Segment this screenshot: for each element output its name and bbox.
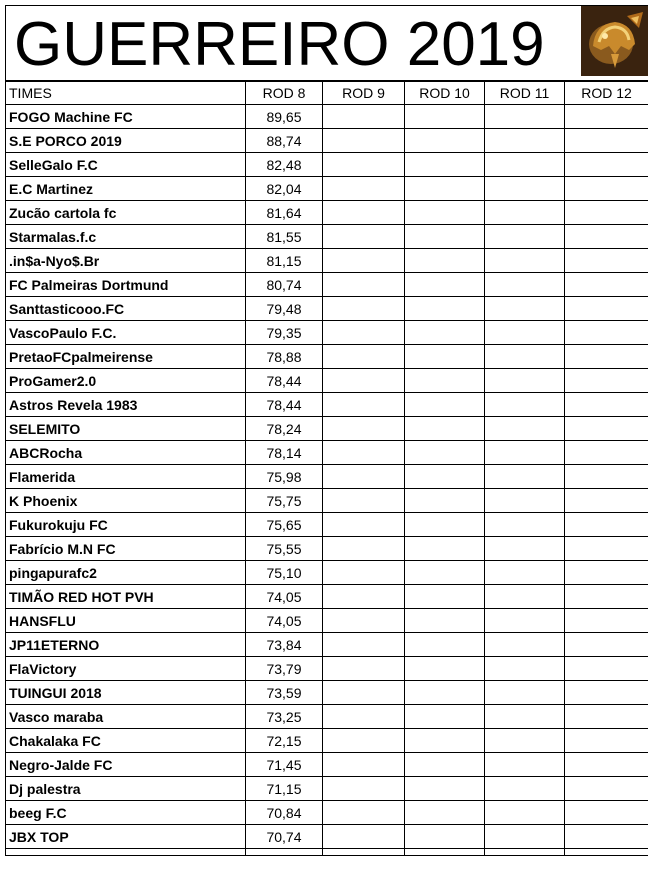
rod11-score-cell[interactable] xyxy=(485,417,565,441)
team-name-cell[interactable]: JP11ETERNO xyxy=(6,633,246,657)
team-name-cell[interactable]: FOGO Machine FC xyxy=(6,105,246,129)
rod12-score-cell[interactable] xyxy=(565,297,648,321)
rod11-score-cell[interactable] xyxy=(485,369,565,393)
rod11-score-cell[interactable] xyxy=(485,801,565,825)
rod9-score-cell[interactable] xyxy=(323,657,405,681)
empty-cell[interactable] xyxy=(565,849,648,856)
rod10-score-cell[interactable] xyxy=(405,513,485,537)
rod9-score-cell[interactable] xyxy=(323,465,405,489)
rod9-score-cell[interactable] xyxy=(323,561,405,585)
rod8-score-cell[interactable]: 82,48 xyxy=(246,153,323,177)
rod10-score-cell[interactable] xyxy=(405,153,485,177)
team-name-cell[interactable]: TIMÃO RED HOT PVH xyxy=(6,585,246,609)
team-name-cell[interactable]: Santtasticooo.FC xyxy=(6,297,246,321)
table-row xyxy=(6,297,648,321)
rod9-score-cell[interactable] xyxy=(323,633,405,657)
table-row xyxy=(6,105,648,129)
empty-cell[interactable] xyxy=(323,849,405,856)
table-row xyxy=(6,249,648,273)
team-name-cell[interactable]: JBX TOP xyxy=(6,825,246,849)
rod10-score-cell[interactable] xyxy=(405,345,485,369)
table-row xyxy=(6,273,648,297)
rod11-score-cell[interactable] xyxy=(485,777,565,801)
column-header-times[interactable]: TIMES xyxy=(6,82,246,105)
rod8-score-cell[interactable]: 81,15 xyxy=(246,249,323,273)
rod11-score-cell[interactable] xyxy=(485,393,565,417)
rod12-score-cell[interactable] xyxy=(565,153,648,177)
rod9-score-cell[interactable] xyxy=(323,705,405,729)
rod10-score-cell[interactable] xyxy=(405,201,485,225)
rod8-score-cell[interactable]: 74,05 xyxy=(246,609,323,633)
rod12-score-cell[interactable] xyxy=(565,585,648,609)
table-row xyxy=(6,801,648,825)
rod11-score-cell[interactable] xyxy=(485,321,565,345)
rod8-score-cell[interactable]: 70,84 xyxy=(246,801,323,825)
rod11-score-cell[interactable] xyxy=(485,489,565,513)
team-name-cell[interactable]: TUINGUI 2018 xyxy=(6,681,246,705)
rod12-score-cell[interactable] xyxy=(565,177,648,201)
rod12-score-cell[interactable] xyxy=(565,777,648,801)
rod10-score-cell[interactable] xyxy=(405,801,485,825)
rod9-score-cell[interactable] xyxy=(323,201,405,225)
rod11-score-cell[interactable] xyxy=(485,465,565,489)
rod10-score-cell[interactable] xyxy=(405,681,485,705)
rod9-score-cell[interactable] xyxy=(323,537,405,561)
team-name-cell[interactable]: Starmalas.f.c xyxy=(6,225,246,249)
rod9-score-cell[interactable] xyxy=(323,777,405,801)
team-name-cell[interactable]: Astros Revela 1983 xyxy=(6,393,246,417)
rod12-score-cell[interactable] xyxy=(565,609,648,633)
table-row xyxy=(6,393,648,417)
rod10-score-cell[interactable] xyxy=(405,489,485,513)
team-name-cell[interactable]: K Phoenix xyxy=(6,489,246,513)
table-row xyxy=(6,369,648,393)
rod8-score-cell[interactable]: 75,65 xyxy=(246,513,323,537)
rod12-score-cell[interactable] xyxy=(565,801,648,825)
rod9-score-cell[interactable] xyxy=(323,249,405,273)
rod10-score-cell[interactable] xyxy=(405,537,485,561)
column-header-rod10[interactable]: ROD 10 xyxy=(405,82,485,105)
rod12-score-cell[interactable] xyxy=(565,825,648,849)
empty-cell[interactable] xyxy=(405,849,485,856)
rod10-score-cell[interactable] xyxy=(405,729,485,753)
rod9-score-cell[interactable] xyxy=(323,105,405,129)
rod11-score-cell[interactable] xyxy=(485,441,565,465)
table-row xyxy=(6,777,648,801)
rod11-score-cell[interactable] xyxy=(485,153,565,177)
rod8-score-cell[interactable]: 75,98 xyxy=(246,465,323,489)
team-name-cell[interactable]: Fabrício M.N FC xyxy=(6,537,246,561)
team-name-cell[interactable]: PretaoFCpalmeirense xyxy=(6,345,246,369)
rod8-score-cell[interactable]: 78,44 xyxy=(246,393,323,417)
rod8-score-cell[interactable]: 73,84 xyxy=(246,633,323,657)
team-name-cell[interactable]: Zucão cartola fc xyxy=(6,201,246,225)
table-row xyxy=(6,825,648,849)
rod10-score-cell[interactable] xyxy=(405,177,485,201)
rod11-score-cell[interactable] xyxy=(485,609,565,633)
rod9-score-cell[interactable] xyxy=(323,345,405,369)
rod12-score-cell[interactable] xyxy=(565,249,648,273)
rod12-score-cell[interactable] xyxy=(565,105,648,129)
rod9-score-cell[interactable] xyxy=(323,273,405,297)
rod8-score-cell[interactable]: 75,10 xyxy=(246,561,323,585)
rod12-score-cell[interactable] xyxy=(565,417,648,441)
rod10-score-cell[interactable] xyxy=(405,441,485,465)
rod10-score-cell[interactable] xyxy=(405,369,485,393)
rod9-score-cell[interactable] xyxy=(323,153,405,177)
rod9-score-cell[interactable] xyxy=(323,393,405,417)
rod12-score-cell[interactable] xyxy=(565,729,648,753)
rod12-score-cell[interactable] xyxy=(565,537,648,561)
table-row xyxy=(6,537,648,561)
rod9-score-cell[interactable] xyxy=(323,297,405,321)
team-name-cell[interactable]: ABCRocha xyxy=(6,441,246,465)
rod8-score-cell[interactable]: 79,35 xyxy=(246,321,323,345)
rod12-score-cell[interactable] xyxy=(565,393,648,417)
table-row xyxy=(6,705,648,729)
rod10-score-cell[interactable] xyxy=(405,249,485,273)
team-name-cell[interactable]: HANSFLU xyxy=(6,609,246,633)
rod9-score-cell[interactable] xyxy=(323,801,405,825)
table-row xyxy=(6,513,648,537)
ranking-sheet xyxy=(5,5,648,856)
rod12-score-cell[interactable] xyxy=(565,753,648,777)
rod9-score-cell[interactable] xyxy=(323,513,405,537)
rod10-score-cell[interactable] xyxy=(405,105,485,129)
scores-table xyxy=(5,81,648,856)
rod8-score-cell[interactable]: 72,15 xyxy=(246,729,323,753)
rod9-score-cell[interactable] xyxy=(323,129,405,153)
rod8-score-cell[interactable]: 79,48 xyxy=(246,297,323,321)
rod11-score-cell[interactable] xyxy=(485,177,565,201)
rod10-score-cell[interactable] xyxy=(405,297,485,321)
team-name-cell[interactable]: Vasco maraba xyxy=(6,705,246,729)
rod10-score-cell[interactable] xyxy=(405,273,485,297)
table-row xyxy=(6,153,648,177)
team-name-cell[interactable]: Dj palestra xyxy=(6,777,246,801)
team-name-cell[interactable]: SELEMITO xyxy=(6,417,246,441)
rod12-score-cell[interactable] xyxy=(565,225,648,249)
page-title: GUERREIRO 2019 xyxy=(14,10,545,79)
rod11-score-cell[interactable] xyxy=(485,297,565,321)
rod12-score-cell[interactable] xyxy=(565,561,648,585)
rod12-score-cell[interactable] xyxy=(565,705,648,729)
rod11-score-cell[interactable] xyxy=(485,657,565,681)
rod8-score-cell[interactable]: 80,74 xyxy=(246,273,323,297)
rod11-score-cell[interactable] xyxy=(485,105,565,129)
rod12-score-cell[interactable] xyxy=(565,273,648,297)
team-name-cell[interactable]: Chakalaka FC xyxy=(6,729,246,753)
rod10-score-cell[interactable] xyxy=(405,777,485,801)
table-row xyxy=(6,441,648,465)
table-row xyxy=(6,177,648,201)
rod8-score-cell[interactable]: 78,88 xyxy=(246,345,323,369)
team-name-cell[interactable]: FC Palmeiras Dortmund xyxy=(6,273,246,297)
team-name-cell[interactable]: pingapurafc2 xyxy=(6,561,246,585)
rod12-score-cell[interactable] xyxy=(565,489,648,513)
rod10-score-cell[interactable] xyxy=(405,561,485,585)
rod12-score-cell[interactable] xyxy=(565,441,648,465)
rod10-score-cell[interactable] xyxy=(405,705,485,729)
team-name-cell[interactable]: VascoPaulo F.C. xyxy=(6,321,246,345)
table-row xyxy=(6,585,648,609)
team-name-cell[interactable]: SelleGalo F.C xyxy=(6,153,246,177)
rod11-score-cell[interactable] xyxy=(485,513,565,537)
empty-cell[interactable] xyxy=(6,849,246,856)
column-header-rod8[interactable]: ROD 8 xyxy=(246,82,323,105)
rod9-score-cell[interactable] xyxy=(323,321,405,345)
table-row xyxy=(6,609,648,633)
rod10-score-cell[interactable] xyxy=(405,657,485,681)
title-banner xyxy=(5,6,648,81)
rod12-score-cell[interactable] xyxy=(565,345,648,369)
rod11-score-cell[interactable] xyxy=(485,585,565,609)
rod8-score-cell[interactable]: 89,65 xyxy=(246,105,323,129)
team-name-cell[interactable]: Fukurokuju FC xyxy=(6,513,246,537)
rod10-score-cell[interactable] xyxy=(405,585,485,609)
table-row xyxy=(6,849,648,856)
team-name-cell[interactable]: E.C Martinez xyxy=(6,177,246,201)
team-name-cell[interactable]: Negro-Jalde FC xyxy=(6,753,246,777)
rod12-score-cell[interactable] xyxy=(565,465,648,489)
team-name-cell[interactable]: .in$a-Nyo$.Br xyxy=(6,249,246,273)
table-row xyxy=(6,633,648,657)
rod9-score-cell[interactable] xyxy=(323,177,405,201)
table-row xyxy=(6,321,648,345)
rod9-score-cell[interactable] xyxy=(323,681,405,705)
rod8-score-cell[interactable]: 70,74 xyxy=(246,825,323,849)
rod10-score-cell[interactable] xyxy=(405,321,485,345)
rod8-score-cell[interactable]: 71,45 xyxy=(246,753,323,777)
table-row xyxy=(6,753,648,777)
rod12-score-cell[interactable] xyxy=(565,657,648,681)
table-row xyxy=(6,417,648,441)
rod9-score-cell[interactable] xyxy=(323,369,405,393)
empty-cell[interactable] xyxy=(246,849,323,856)
rod10-score-cell[interactable] xyxy=(405,609,485,633)
team-name-cell[interactable]: FlaVictory xyxy=(6,657,246,681)
rod9-score-cell[interactable] xyxy=(323,417,405,441)
team-name-cell[interactable]: S.E PORCO 2019 xyxy=(6,129,246,153)
rod8-score-cell[interactable]: 82,04 xyxy=(246,177,323,201)
table-row xyxy=(6,489,648,513)
rod8-score-cell[interactable]: 74,05 xyxy=(246,585,323,609)
rod10-score-cell[interactable] xyxy=(405,417,485,441)
table-row xyxy=(6,225,648,249)
table-row xyxy=(6,729,648,753)
rod12-score-cell[interactable] xyxy=(565,369,648,393)
rod8-score-cell[interactable]: 71,15 xyxy=(246,777,323,801)
rod8-score-cell[interactable]: 78,14 xyxy=(246,441,323,465)
table-row xyxy=(6,201,648,225)
column-header-rod9[interactable]: ROD 9 xyxy=(323,82,405,105)
rod9-score-cell[interactable] xyxy=(323,585,405,609)
rod10-score-cell[interactable] xyxy=(405,393,485,417)
rod10-score-cell[interactable] xyxy=(405,753,485,777)
rod11-score-cell[interactable] xyxy=(485,249,565,273)
team-name-cell[interactable]: ProGamer2.0 xyxy=(6,369,246,393)
rod11-score-cell[interactable] xyxy=(485,729,565,753)
rod11-score-cell[interactable] xyxy=(485,201,565,225)
rod10-score-cell[interactable] xyxy=(405,129,485,153)
table-row xyxy=(6,681,648,705)
rod11-score-cell[interactable] xyxy=(485,681,565,705)
rod8-score-cell[interactable]: 73,59 xyxy=(246,681,323,705)
column-header-rod11[interactable]: ROD 11 xyxy=(485,82,565,105)
rod11-score-cell[interactable] xyxy=(485,561,565,585)
table-row xyxy=(6,129,648,153)
rod11-score-cell[interactable] xyxy=(485,633,565,657)
rod10-score-cell[interactable] xyxy=(405,465,485,489)
rod11-score-cell[interactable] xyxy=(485,225,565,249)
rod12-score-cell[interactable] xyxy=(565,321,648,345)
rod12-score-cell[interactable] xyxy=(565,681,648,705)
rod8-score-cell[interactable]: 75,75 xyxy=(246,489,323,513)
rod9-score-cell[interactable] xyxy=(323,753,405,777)
table-row xyxy=(6,657,648,681)
rod10-score-cell[interactable] xyxy=(405,633,485,657)
table-row xyxy=(6,465,648,489)
table-row xyxy=(6,561,648,585)
table-row xyxy=(6,345,648,369)
rod8-score-cell[interactable]: 73,79 xyxy=(246,657,323,681)
rod9-score-cell[interactable] xyxy=(323,441,405,465)
rod8-score-cell[interactable]: 88,74 xyxy=(246,129,323,153)
rod12-score-cell[interactable] xyxy=(565,129,648,153)
rod11-score-cell[interactable] xyxy=(485,537,565,561)
rod11-score-cell[interactable] xyxy=(485,825,565,849)
rod12-score-cell[interactable] xyxy=(565,513,648,537)
rod10-score-cell[interactable] xyxy=(405,225,485,249)
rod8-score-cell[interactable]: 81,55 xyxy=(246,225,323,249)
rod11-score-cell[interactable] xyxy=(485,753,565,777)
team-name-cell[interactable]: Flamerida xyxy=(6,465,246,489)
rod11-score-cell[interactable] xyxy=(485,705,565,729)
rod9-score-cell[interactable] xyxy=(323,825,405,849)
rod8-score-cell[interactable]: 78,24 xyxy=(246,417,323,441)
rod9-score-cell[interactable] xyxy=(323,729,405,753)
rod11-score-cell[interactable] xyxy=(485,129,565,153)
rod9-score-cell[interactable] xyxy=(323,609,405,633)
rod8-score-cell[interactable]: 75,55 xyxy=(246,537,323,561)
rod11-score-cell[interactable] xyxy=(485,273,565,297)
golden-helmet-logo-icon xyxy=(581,6,648,76)
rod12-score-cell[interactable] xyxy=(565,201,648,225)
rod8-score-cell[interactable]: 81,64 xyxy=(246,201,323,225)
header-row xyxy=(6,82,648,105)
rod8-score-cell[interactable]: 73,25 xyxy=(246,705,323,729)
rod8-score-cell[interactable]: 78,44 xyxy=(246,369,323,393)
team-name-cell[interactable]: beeg F.C xyxy=(6,801,246,825)
rod10-score-cell[interactable] xyxy=(405,825,485,849)
rod9-score-cell[interactable] xyxy=(323,225,405,249)
rod9-score-cell[interactable] xyxy=(323,489,405,513)
rod12-score-cell[interactable] xyxy=(565,633,648,657)
empty-cell[interactable] xyxy=(485,849,565,856)
rod11-score-cell[interactable] xyxy=(485,345,565,369)
column-header-rod12[interactable]: ROD 12 xyxy=(565,82,648,105)
